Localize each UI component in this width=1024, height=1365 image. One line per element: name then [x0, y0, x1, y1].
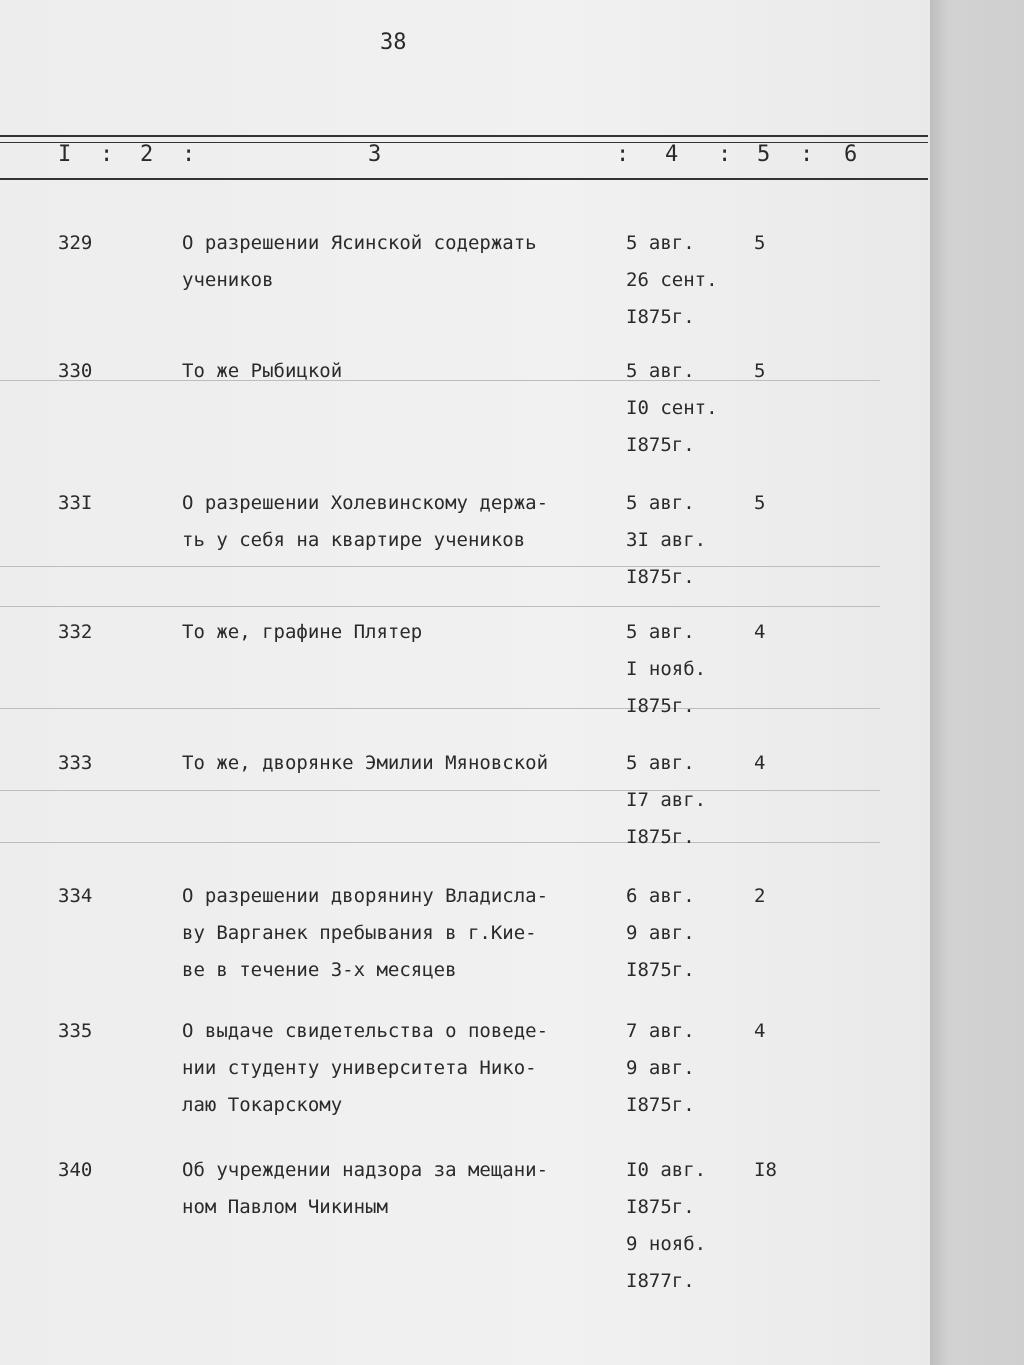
item-dates: 5 авг. I нояб. I875г.: [626, 621, 707, 717]
header-col-2: 2: [140, 142, 154, 167]
item-sheets: 4: [754, 752, 766, 774]
item-sheets: I8: [754, 1159, 777, 1181]
item-number: 333: [58, 752, 93, 774]
header-col-4: 4: [665, 142, 679, 167]
item-dates: 5 авг. I0 сент. I875г.: [626, 360, 718, 456]
item-title: О разрешении Холевинскому держа- ть у себя на квартире учеников: [182, 492, 549, 551]
item-sheets: 4: [754, 1020, 766, 1042]
item-title: О разрешении дворянину Владисла- ву Варганек пребывания в г.Кие- ве в течение 3-х месяцев: [182, 885, 549, 981]
item-number: 330: [58, 360, 93, 382]
item-dates: 6 авг. 9 авг. I875г.: [626, 885, 695, 981]
header-separator: :: [616, 142, 630, 167]
item-sheets: 4: [754, 621, 766, 643]
item-number: 332: [58, 621, 93, 643]
item-sheets: 2: [754, 885, 766, 907]
item-dates: I0 авг. I875г. 9 нояб. I877г.: [626, 1159, 707, 1292]
header-col-6: 6: [844, 142, 858, 167]
item-title: О разрешении Ясинской содержать учеников: [182, 232, 537, 291]
header-rule-top: [0, 135, 928, 137]
item-dates: 5 авг. I7 авг. I875г.: [626, 752, 707, 848]
header-col-5: 5: [757, 142, 771, 167]
bleed-through-line: [0, 566, 880, 567]
bleed-through-line: [0, 708, 880, 709]
item-sheets: 5: [754, 360, 766, 382]
header-col-3: 3: [368, 142, 382, 167]
header-separator: :: [718, 142, 732, 167]
header-col-1: I: [58, 142, 72, 167]
item-number: 334: [58, 885, 93, 907]
page-number: 38: [380, 30, 407, 55]
item-title: То же Рыбицкой: [182, 360, 343, 382]
item-dates: 5 авг. 26 сент. I875г.: [626, 232, 718, 328]
item-dates: 7 авг. 9 авг. I875г.: [626, 1020, 695, 1116]
item-number: 335: [58, 1020, 93, 1042]
page-edge: [930, 0, 1024, 1365]
header-separator: :: [100, 142, 114, 167]
header-rule-bottom: [0, 178, 928, 180]
bleed-through-line: [0, 842, 880, 843]
item-number: 33I: [58, 492, 93, 514]
item-title: Об учреждении надзора за мещани- ном Павлом Чикиным: [182, 1159, 549, 1218]
bleed-through-line: [0, 606, 880, 607]
item-sheets: 5: [754, 232, 766, 254]
item-dates: 5 авг. 3I авг. I875г.: [626, 492, 707, 588]
header-separator: :: [182, 142, 196, 167]
item-title: О выдаче свидетельства о поведе- нии студенту университета Нико- лаю Токарскому: [182, 1020, 549, 1116]
bleed-through-line: [0, 790, 880, 791]
item-title: То же, дворянке Эмилии Мяновской: [182, 752, 549, 774]
item-number: 340: [58, 1159, 93, 1181]
header-separator: :: [800, 142, 814, 167]
item-title: То же, графине Плятер: [182, 621, 423, 643]
item-number: 329: [58, 232, 93, 254]
item-sheets: 5: [754, 492, 766, 514]
